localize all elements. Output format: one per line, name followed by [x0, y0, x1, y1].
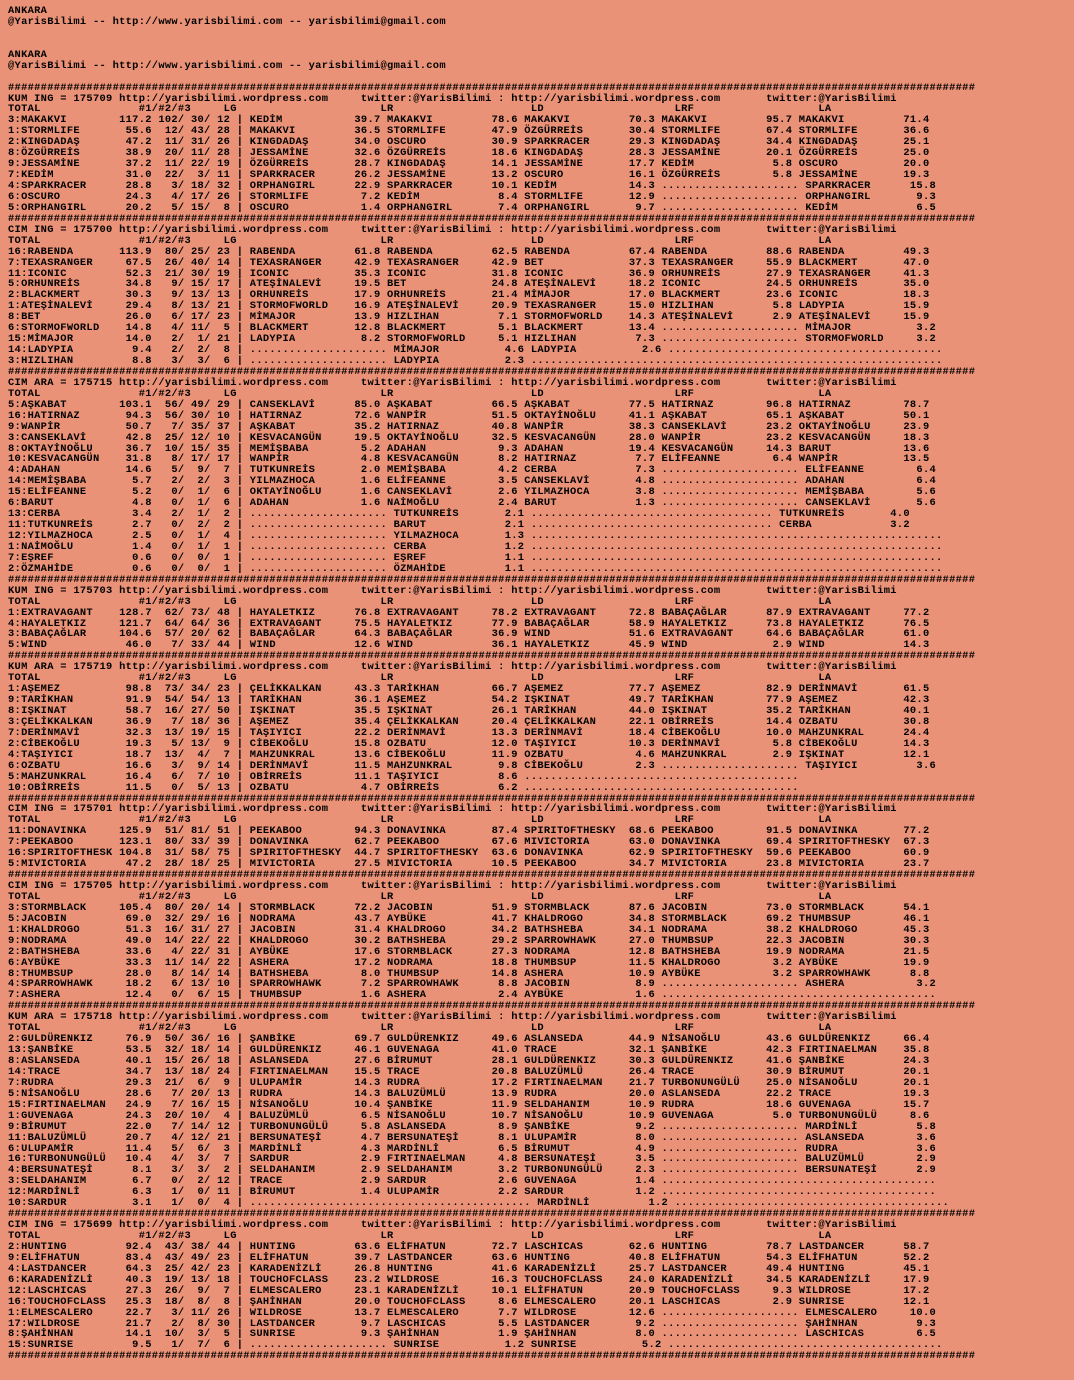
horse-row: 4:SPARROWHAWK 18.2 6/ 13/ 10 | SPARROWHAWK 7.2 SPARROWHAWK 8.8 JACOBIN 8.9 ..................... ASHERA 3.2: [8, 978, 937, 991]
horse-row: 4:ADAHAN 14.6 5/ 9/ 7 | TUTKUNREİS 2.0 MEMİŞBABA 4.2 CERBA 7.3 ..................... ELİFEANNE 6.4: [8, 464, 937, 477]
horse-row: 15:FIRTINAELMAN 24.9 7/ 16/ 15 | NİSANOĞLU 10.4 ŞANBİKE 11.9 SELDAHANIM 10.9 RUDRA 18.6 GUVENAGA 15.7: [8, 1098, 930, 1111]
horse-row: 2:GULDÜRENKIZ 76.9 50/ 36/ 16 | ŞANBİKE 69.7 GULDÜRENKIZ 49.6 ASLANSEDA 44.9 NİSANOĞLU 43.6 GULDÜRENKIZ 66.4: [8, 1033, 930, 1046]
horse-row: 12:MARDİNLİ 6.3 1/ 0/ 11 | BİRUMUT 1.4 ULUPAMİR 2.2 SARDUR 1.2 ..........................................: [8, 1186, 937, 1199]
horse-row: 16:TOUCHOFCLASS 25.3 18/ 8/ 8 | ŞAHİNHAN 20.0 TOUCHOFCLASS 8.6 ELMESCALERO 20.1 LASCHICAS 2.9 SUNRISE 12.1: [8, 1295, 930, 1308]
column-header: TOTAL #1/#2/#3 LG LR LD LRF LA: [8, 1230, 832, 1242]
horse-row: 2:ÖZMAHİDE 0.6 0/ 0/ 1 | ..................... ÖZMAHİDE 1.1 ...............................................................: [8, 562, 943, 575]
horse-row: 3:BABAÇAĞLAR 104.6 57/ 20/ 62 | BABAÇAĞLAR 64.3 BABAÇAĞLAR 36.9 WIND 51.6 EXTRAVAGANT 64.6 BABAÇAĞLAR 61.0: [8, 628, 930, 641]
horse-row: 4:TAŞIYICI 18.7 13/ 4/ 7 | MAHZUNKRAL 13.6 CİBEKOĞLU 11.9 OZBATU 4.6 MAHZUNKRAL 2.9 IŞKINAT 12.1: [8, 748, 930, 761]
race-header: KUM ARA = 175718 http://yarisbilimi.wordpress.com twitter:@YarisBilimi : http://yarisbilimi.wordpress.com twitter:@YarisBilimi: [8, 1011, 897, 1024]
horse-row: 7:ASHERA 12.4 0/ 6/ 15 | THUMBSUP 1.6 ASHERA 2.4 AYBÜKE 1.6 ..........................................: [8, 989, 937, 1002]
race-header: CIM ING = 175699 http://yarisbilimi.wordpress.com twitter:@YarisBilimi : http://yarisbilimi.wordpress.com twitter:@YarisBilimi: [8, 1219, 897, 1232]
hash-separator: ####################################################################################################################################################: [8, 574, 976, 586]
horse-row: 7:EŞREF 0.6 0/ 0/ 1 | ..................... EŞREF 1.1 ...............................................................: [8, 551, 943, 564]
horse-row: 9:BİRUMUT 22.0 7/ 14/ 12 | TURBONUNGÜLÜ 5.8 ASLANSEDA 8.9 ŞANBİKE 9.2 ..................... MARDİNLİ 5.8: [8, 1120, 937, 1133]
horse-row: 8:OKTAYİNOĞLU 36.7 10/ 15/ 35 | MEMİŞBABA 5.2 ADAHAN 9.3 ADAHAN 19.4 KESVACANGÜN 14.3 BARUT 13.6: [8, 442, 930, 455]
horse-row: 3:HIZLIHAN 8.8 3/ 3/ 6 | ..................... LADYPIA 2.3 ...............................................................: [8, 355, 943, 367]
horse-row: 11:DONAVINKA 125.9 51/ 81/ 51 | PEEKABOO 94.3 DONAVINKA 87.4 SPIRITOFTHESKY 68.6 PEEKABOO 91.5 DONAVINKA 77.2: [8, 825, 930, 838]
horse-row: 6:BARUT 4.8 0/ 1/ 6 | ADAHAN 1.6 NAİMOĞLU 2.4 BARUT 1.3 ..................... CANSEKLAVİ 5.6: [8, 497, 937, 510]
horse-row: 16:TURBONUNGÜLÜ 10.4 4/ 3/ 7 | SARDUR 2.9 FIRTINAELMAN 4.8 BERSUNATEŞİ 3.5 ..................... BALUZÜMLÜ 2.9: [8, 1153, 937, 1166]
horse-row: 5:ORHUNREİS 34.8 9/ 15/ 17 | ATEŞİNALEVİ 19.5 BET 24.8 ATEŞİNALEVİ 18.2 ICONIC 24.5 ORHUNREİS 35.0: [8, 278, 930, 291]
horse-row: 5:AŞKABAT 103.1 56/ 49/ 29 | CANSEKLAVİ 85.0 AŞKABAT 66.5 AŞKABAT 77.5 HATIRNAZ 96.8 HATIRNAZ 78.7: [8, 398, 930, 411]
horse-row: 3:CANSEKLAVİ 42.8 25/ 12/ 10 | KESVACANGÜN 19.5 OKTAYİNOĞLU 32.5 KESVACANGÜN 28.0 WANPİR 23.2 KESVACANGÜN 18.3: [8, 431, 930, 444]
horse-row: 11:BALUZÜMLÜ 20.7 4/ 12/ 21 | BERSUNATEŞİ 4.7 BERSUNATEŞİ 8.1 ULUPAMİR 8.0 ..................... ASLANSEDA 3.6: [8, 1131, 937, 1144]
horse-row: 7:PEEKABOO 123.1 80/ 33/ 39 | DONAVINKA 62.7 PEEKABOO 67.6 MIVICTORIA 63.0 DONAVINKA 69.4 SPIRITOFTHESKY 67.3: [8, 836, 930, 849]
horse-row: 14:TRACE 34.7 13/ 18/ 24 | FIRTINAELMAN 15.5 TRACE 20.8 BALUZÜMLÜ 26.4 TRACE 30.9 BİRUMUT 20.1: [8, 1065, 930, 1078]
blank-line: [8, 39, 1066, 50]
column-header: TOTAL #1/#2/#3 LG LR LD LRF LA: [8, 890, 832, 903]
horse-row: 16:SPIRITOFTHESK 104.8 31/ 58/ 75 | SPIRITOFTHESKY 44.7 SPIRITOFTHESKY 63.6 DONAVINKA 62.9 SPIRITOFTHESKY 59.6 PEEKABOO 60.9: [8, 847, 930, 860]
race-header: CIM ING = 175705 http://yarisbilimi.wordpress.com twitter:@YarisBilimi : http://yarisbilimi.wordpress.com twitter:@YarisBilimi: [8, 880, 897, 892]
horse-row: 5:MIVICTORIA 47.2 28/ 18/ 25 | MIVICTORIA 27.5 MIVICTORIA 10.5 PEEKABOO 34.7 MIVICTORIA 23.8 MIVICTORIA 23.7: [8, 858, 930, 871]
horse-row: 9:NODRAMA 49.0 14/ 22/ 22 | KHALDROGO 30.2 BATHSHEBA 29.2 SPARROWHAWK 27.0 THUMBSUP 22.3 JACOBIN 30.3: [8, 934, 930, 947]
column-header: TOTAL #1/#2/#3 LG LR LD LRF LA: [8, 387, 832, 400]
horse-row: 5:JACOBIN 69.0 32/ 29/ 16 | NODRAMA 43.7 AYBÜKE 41.7 KHALDROGO 34.8 STORMBLACK 69.2 THUMBSUP 46.1: [8, 912, 930, 925]
horse-row: 1:NAİMOĞLU 1.4 0/ 1/ 1 | ..................... CERBA 1.2 ...............................................................: [8, 540, 943, 553]
horse-row: 1:AŞEMEZ 98.8 73/ 34/ 23 | ÇELİKKALKAN 43.3 TARİKHAN 66.7 AŞEMEZ 77.7 AŞEMEZ 82.9 DERİNMAVİ 61.5: [8, 683, 930, 696]
horse-row: 1:STORMLIFE 55.6 12/ 43/ 28 | MAKAKVI 36.5 STORMLIFE 47.9 ÖZGÜRREİS 30.4 STORMLIFE 67.4 STORMLIFE 36.6: [8, 125, 930, 138]
horse-row: 5:MAHZUNKRAL 16.4 6/ 7/ 10 | OBİRREİS 11.1 TAŞIYICI 8.6 ..........................................: [8, 770, 799, 783]
horse-row: 4:BERSUNATEŞİ 8.1 3/ 3/ 2 | SELDAHANIM 2.9 SELDAHANIM 3.2 TURBONUNGÜLÜ 2.3 ..................... BERSUNATEŞİ 2.9: [8, 1164, 937, 1177]
race-header: CIM ARA = 175715 http://yarisbilimi.wordpress.com twitter:@YarisBilimi : http://yarisbilimi.wordpress.com twitter:@YarisBilimi: [8, 376, 897, 389]
horse-row: 8:IŞKINAT 58.7 16/ 27/ 50 | IŞKINAT 35.5 IŞKINAT 26.1 TARİKHAN 44.0 IŞKINAT 35.2 TARİKHAN 40.1: [8, 705, 930, 717]
horse-row: 4:SPARKRACER 28.8 3/ 18/ 32 | ORPHANGIRL 22.9 SPARKRACER 10.1 KEDİM 14.3 ..................... SPARKRACER 15.8: [8, 180, 937, 192]
horse-row: 8:ÖZGÜRREİS 38.9 20/ 11/ 28 | JESSAMİNE 32.6 ÖZGÜRREİS 18.6 KINGDADAŞ 28.3 JESSAMİNE 20.1 ÖZGÜRREİS 25.0: [8, 147, 930, 160]
horse-row: 12:LASCHICAS 27.3 26/ 9/ 7 | ELMESCALERO 23.1 KARADENİZLİ 10.1 ELİFHATUN 20.9 TOUCHOFCLASS 9.3 WILDROSE 17.2: [8, 1284, 930, 1297]
horse-row: 1:GUVENAGA 24.3 20/ 10/ 4 | BALUZÜMLÜ 6.5 NİSANOĞLU 10.7 NİSANOĞLU 10.9 GUVENAGA 5.0 TURBONUNGÜLÜ 8.6: [8, 1109, 930, 1122]
horse-row: 6:AYBÜKE 33.3 11/ 14/ 22 | ASHERA 17.2 NODRAMA 18.8 THUMBSUP 11.5 KHALDROGO 3.2 AYBÜKE 19.9: [8, 956, 930, 969]
hash-separator: ####################################################################################################################################################: [8, 82, 976, 94]
horse-row: 15:ELİFEANNE 5.2 0/ 1/ 6 | OKTAYİNOĞLU 1.6 CANSEKLAVİ 2.6 YILMAZHOCA 3.8 ..................... MEMİŞBABA 5.6: [8, 486, 937, 499]
horse-row: 7:RUDRA 29.3 21/ 6/ 9 | ULUPAMİR 14.3 RUDRA 17.2 FIRTINAELMAN 21.7 TURBONUNGÜLÜ 25.0 NİSANOĞLU 20.1: [8, 1076, 930, 1089]
horse-row: 6:KARADENİZLİ 40.3 19/ 13/ 18 | TOUCHOFCLASS 23.2 WILDROSE 16.3 TOUCHOFCLASS 24.0 KARADENİZLİ 34.5 KARADENİZLİ 17.9: [8, 1273, 930, 1286]
horse-row: 9:TARİKHAN 91.9 54/ 54/ 13 | TARİKHAN 36.1 AŞEMEZ 54.2 IŞKINAT 49.7 TARİKHAN 77.9 AŞEMEZ 42.3: [8, 694, 930, 707]
hash-separator: ####################################################################################################################################################: [8, 1351, 976, 1363]
horse-row: 16:HATIRNAZ 94.3 56/ 30/ 10 | HATIRNAZ 72.6 WANPİR 51.5 OKTAYİNOĞLU 41.1 AŞKABAT 65.1 AŞKABAT 50.1: [8, 409, 930, 422]
horse-row: 3:STORMBLACK 105.4 80/ 20/ 14 | STORMBLACK 72.2 JACOBIN 51.9 STORMBLACK 87.6 JACOBIN 73.0 STORMBLACK 54.1: [8, 901, 930, 914]
horse-row: 4:HAYALETKIZ 121.7 64/ 64/ 36 | EXTRAVAGANT 75.5 HAYALETKIZ 77.9 BABAÇAĞLAR 58.9 HAYALETKIZ 73.8 HAYALETKIZ 76.5: [8, 617, 930, 630]
hash-separator: ####################################################################################################################################################: [8, 1001, 976, 1013]
horse-row: 3:MAKAKVI 117.2 102/ 30/ 12 | KEDİM 39.7 MAKAKVI 78.6 MAKAKVI 70.3 MAKAKVI 95.7 MAKAKVI 71.4: [8, 114, 930, 127]
horse-row: 7:KEDİM 31.0 22/ 3/ 11 | SPARKRACER 26.2 JESSAMİNE 13.2 OSCURO 16.1 ÖZGÜRREİS 5.8 JESSAMİNE 19.3: [8, 169, 930, 182]
horse-row: 10:OBİRREİS 11.5 0/ 5/ 13 | OZBATU 4.7 OBİRREİS 6.2 ..........................................: [8, 781, 799, 794]
horse-row: 8:THUMBSUP 28.0 8/ 14/ 14 | BATHSHEBA 8.0 THUMBSUP 14.8 ASHERA 10.9 AYBÜKE 3.2 SPARROWHAWK 8.8: [8, 967, 930, 980]
blank-line: [8, 72, 1066, 83]
race-header: KUM ING = 175703 http://yarisbilimi.wordpress.com twitter:@YarisBilimi : http://yarisbilimi.wordpress.com twitter:@YarisBilimi: [8, 584, 897, 597]
horse-row: 5:ORPHANGIRL 20.2 5/ 15/ 8 | OSCURO 1.4 ORPHANGIRL 7.4 ORPHANGIRL 9.7 ..................... KEDİM 6.5: [8, 201, 937, 214]
horse-row: 1:KHALDROGO 51.3 16/ 31/ 27 | JACOBIN 31.4 KHALDROGO 34.2 BATHSHEBA 34.1 NODRAMA 38.2 KHALDROGO 45.3: [8, 923, 930, 936]
horse-row: 13:CERBA 3.4 2/ 1/ 2 | ..................... TUTKUNREİS 2.1 ..................................... TUTKUNREİS 4.0: [8, 508, 910, 521]
horse-row: 12:YILMAZHOCA 2.5 0/ 1/ 4 | ..................... YILMAZHOCA 1.3 ...............................................................: [8, 530, 943, 542]
horse-row: 5:WIND 46.0 7/ 33/ 44 | WIND 12.6 WIND 36.1 HAYALETKIZ 45.9 WIND 2.9 WIND 14.3: [8, 639, 930, 652]
horse-row: 4:LASTDANCER 64.3 25/ 42/ 23 | KARADENİZLİ 26.8 HUNTING 41.6 KARADENİZLİ 25.7 LASTDANCER 49.4 HUNTING 45.1: [8, 1262, 930, 1275]
horse-row: 9:JESSAMİNE 37.2 11/ 22/ 19 | ÖZGÜRREİS 28.7 KINGDADAŞ 14.1 JESSAMİNE 17.7 KEDİM 5.8 OSCURO 20.0: [8, 158, 930, 171]
horse-row: 8:BET 26.0 6/ 17/ 23 | MİMAJOR 13.9 HIZLIHAN 7.1 STORMOFWORLD 14.3 ATEŞİNALEVİ 2.9 ATEŞİNALEVİ 15.9: [8, 311, 930, 324]
column-header: TOTAL #1/#2/#3 LG LR LD LRF LA: [8, 595, 832, 608]
contact-line: @YarisBilimi -- http://www.yarisbilimi.com -- yarisbilimi@gmail.com: [8, 59, 446, 72]
column-header: TOTAL #1/#2/#3 LG LR LD LRF LA: [8, 672, 832, 685]
race-header: KUM ING = 175709 http://yarisbilimi.wordpress.com twitter:@YarisBilimi : http://yarisbilimi.wordpress.com twitter:@YarisBilimi: [8, 92, 897, 105]
horse-row: 1:EXTRAVAGANT 128.7 62/ 73/ 48 | HAYALETKIZ 76.8 EXTRAVAGANT 78.2 EXTRAVAGANT 72.8 BABAÇAĞLAR 87.9 EXTRAVAGANT 77.2: [8, 606, 930, 619]
horse-row: 10:KESVACANGÜN 31.8 8/ 17/ 17 | WANPİR 4.8 KESVACANGÜN 8.2 HATIRNAZ 7.7 ELİFEANNE 6.4 WANPİR 13.5: [8, 453, 930, 466]
horse-row: 7:DERİNMAVİ 32.3 13/ 19/ 15 | TAŞIYICI 22.2 DERİNMAVİ 13.3 DERİNMAVİ 18.4 CİBEKOĞLU 10.0 MAHZUNKRAL 24.4: [8, 726, 930, 739]
horse-row: 5:NİSANOĞLU 28.6 7/ 20/ 13 | RUDRA 14.3 BALUZÜMLÜ 13.9 RUDRA 20.0 ASLANSEDA 22.2 TRACE 19.3: [8, 1087, 930, 1100]
horse-row: 14:LADYPIA 9.4 2/ 2/ 8 | ..................... MİMAJOR 4.6 LADYPIA 2.6 ..........................................: [8, 344, 943, 357]
city-title: ANKARA: [8, 5, 48, 17]
horse-row: 2:CİBEKOĞLU 19.3 5/ 13/ 9 | CİBEKOĞLU 15.8 OZBATU 12.0 TAŞIYICI 10.3 DERİNMAVİ 5.8 CİBEKOĞLU 14.3: [8, 737, 930, 750]
hash-separator: ####################################################################################################################################################: [8, 213, 976, 225]
hash-separator: ####################################################################################################################################################: [8, 651, 976, 663]
race-header: CIM ING = 175701 http://yarisbilimi.wordpress.com twitter:@YarisBilimi : http://yarisbilimi.wordpress.com twitter:@YarisBilimi: [8, 803, 897, 816]
horse-row: 2:HUNTING 92.4 43/ 38/ 44 | HUNTING 63.6 ELİFHATUN 72.7 LASCHICAS 62.6 HUNTING 78.7 LASTDANCER 58.7: [8, 1240, 930, 1253]
horse-row: 9:WANPİR 50.7 7/ 35/ 37 | AŞKABAT 35.2 HATIRNAZ 40.8 WANPİR 38.3 CANSEKLAVİ 23.2 OKTAYİNOĞLU 23.9: [8, 420, 930, 433]
column-header: TOTAL #1/#2/#3 LG LR LD LRF LA: [8, 103, 832, 116]
horse-row: 15:MİMAJOR 14.0 2/ 1/ 21 | LADYPIA 8.2 STORMOFWORLD 5.1 HIZLIHAN 7.3 ..................... STORMOFWORLD 3.2: [8, 333, 937, 346]
hash-separator: ####################################################################################################################################################: [8, 793, 976, 805]
column-header: TOTAL #1/#2/#3 LG LR LD LRF LA: [8, 814, 832, 827]
hash-separator: ####################################################################################################################################################: [8, 366, 976, 378]
horse-row: 11:ICONIC 52.3 21/ 30/ 19 | ICONIC 35.3 ICONIC 31.8 ICONIC 36.9 ORHUNREİS 27.9 TEXASRANGER 41.3: [8, 267, 930, 280]
blank-line: [8, 28, 1066, 39]
horse-row: 6:STORMOFWORLD 14.8 4/ 11/ 5 | BLACKMERT 12.8 BLACKMERT 5.1 BLACKMERT 13.4 ..................... MİMAJOR 3.2: [8, 322, 937, 335]
horse-row: 6:OZBATU 16.6 3/ 9/ 14 | DERİNMAVİ 11.5 MAHZUNKRAL 9.8 CİBEKOĞLU 2.3 ..................... TAŞIYICI 3.6: [8, 759, 937, 772]
horse-row: 10:SARDUR 3.1 1/ 0/ 4 | ........................................... MARDİNLİ 1.2 ..........................................: [8, 1197, 950, 1210]
race-header: CIM ING = 175700 http://yarisbilimi.wordpress.com twitter:@YarisBilimi : http://yarisbilimi.wordpress.com twitter:@YarisBilimi: [8, 223, 897, 236]
horse-row: 13:ŞANBİKE 53.5 32/ 18/ 14 | GULDÜRENKIZ 46.1 GUVENAGA 41.0 TRACE 32.1 ŞANBİKE 42.3 FIRTINAELMAN 35.8: [8, 1044, 930, 1057]
column-header: TOTAL #1/#2/#3 LG LR LD LRF LA: [8, 1022, 832, 1035]
horse-row: 15:SUNRISE 9.5 1/ 7/ 6 | ..................... SUNRISE 1.2 SUNRISE 5.2 ..........................................: [8, 1339, 943, 1352]
hash-separator: ####################################################################################################################################################: [8, 1209, 976, 1221]
horse-row: 2:BLACKMERT 30.3 9/ 13/ 13 | ORHUNREİS 17.9 ORHUNREİS 21.4 MİMAJOR 17.0 BLACKMERT 23.6 ICONIC 18.3: [8, 289, 930, 302]
horse-row: 3:ÇELİKKALKAN 36.9 7/ 18/ 36 | AŞEMEZ 35.4 ÇELİKKALKAN 20.4 ÇELİKKALKAN 22.1 OBİRREİS 14.4 OZBATU 30.8: [8, 715, 930, 728]
horse-row: 8:ŞAHİNHAN 14.1 10/ 3/ 5 | SUNRISE 9.3 ŞAHİNHAN 1.9 ŞAHİNHAN 8.0 ..................... LASCHICAS 6.5: [8, 1328, 937, 1341]
horse-row: 1:ATEŞİNALEVİ 29.4 8/ 13/ 21 | STORMOFWORLD 16.9 ATEŞİNALEVİ 20.9 TEXASRANGER 15.0 HIZLIHAN 5.8 LADYPIA 15.9: [8, 300, 930, 313]
horse-row: 2:KINGDADAŞ 47.2 11/ 31/ 26 | KINGDADAŞ 34.0 OSCURO 30.9 SPARKRACER 29.3 KINGDADAŞ 34.4 KINGDADAŞ 25.1: [8, 136, 930, 149]
horse-row: 7:TEXASRANGER 67.5 26/ 40/ 14 | TEXASRANGER 42.9 TEXASRANGER 42.9 BET 37.3 TEXASRANGER 55.9 BLACKMERT 47.0: [8, 256, 930, 269]
horse-row: 6:ULUPAMİR 11.4 5/ 6/ 3 | MARDİNLİ 4.3 MARDİNLİ 6.5 BİRUMUT 4.9 ..................... RUDRA 3.6: [8, 1142, 937, 1155]
horse-row: 8:ASLANSEDA 40.1 15/ 26/ 18 | ASLANSEDA 27.6 BİRUMUT 28.1 GULDÜRENKIZ 30.3 GULDÜRENKIZ 41.6 ŞANBİKE 24.3: [8, 1055, 930, 1067]
column-header: TOTAL #1/#2/#3 LG LR LD LRF LA: [8, 234, 832, 247]
contact-line: @YarisBilimi -- http://www.yarisbilimi.com -- yarisbilimi@gmail.com: [8, 15, 446, 28]
horse-row: 9:ELİFHATUN 83.4 43/ 49/ 23 | ELİFHATUN 39.7 LASTDANCER 63.6 HUNTING 40.8 ELİFHATUN 54.3 ELİFHATUN 52.2: [8, 1251, 930, 1264]
horse-row: 14:MEMİŞBABA 5.7 2/ 2/ 3 | YILMAZHOCA 1.6 ELİFEANNE 3.5 CANSEKLAVİ 4.8 ..................... ADAHAN 6.4: [8, 475, 937, 488]
horse-row: 2:BATHSHEBA 33.6 4/ 22/ 31 | AYBÜKE 17.6 STORMBLACK 27.3 NODRAMA 12.8 BATHSHEBA 19.9 NODRAMA 21.5: [8, 945, 930, 958]
horse-row: 6:OSCURO 24.3 4/ 17/ 26 | STORMLIFE 7.2 KEDİM 8.4 STORMLIFE 12.9 ..................... ORPHANGIRL 9.3: [8, 190, 937, 203]
hash-separator: ####################################################################################################################################################: [8, 870, 976, 881]
horse-row: 1:ELMESCALERO 22.7 3/ 11/ 26 | WILDROSE 13.7 ELMESCALERO 7.7 WILDROSE 12.6 ..................... ELMESCALERO 10.0: [8, 1306, 937, 1319]
race-header: KUM ARA = 175719 http://yarisbilimi.wordpress.com twitter:@YarisBilimi : http://yarisbilimi.wordpress.com twitter:@YarisBilimi: [8, 661, 897, 674]
horse-row: 16:RABENDA 113.9 80/ 25/ 23 | RABENDA 61.8 RABENDA 62.5 RABENDA 67.4 RABENDA 88.6 RABENDA 49.3: [8, 245, 930, 258]
horse-row: 11:TUTKUNREİS 2.7 0/ 2/ 2 | ..................... BARUT 2.1 ..................................... CERBA 3.2: [8, 519, 910, 532]
horse-row: 17:WILDROSE 21.7 2/ 8/ 30 | LASTDANCER 9.7 LASCHICAS 5.5 LASTDANCER 9.2 ..................... ŞAHİNHAN 9.3: [8, 1317, 937, 1330]
city-title: ANKARA: [8, 48, 48, 61]
horse-row: 3:SELDAHANIM 6.7 0/ 2/ 12 | TRACE 2.9 SARDUR 2.6 GUVENAGA 1.4 ..........................................: [8, 1175, 937, 1188]
